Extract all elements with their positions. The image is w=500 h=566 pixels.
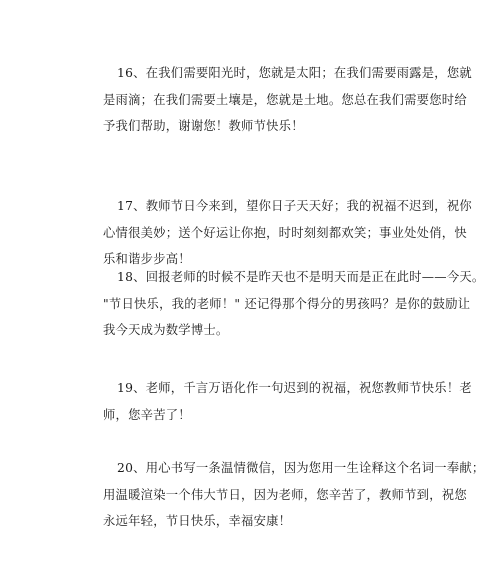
text-line: 16、在我们需要阳光时，您就是太阳；在我们需要雨露是，您就	[117, 66, 472, 80]
text-line: 用温暖渲染一个伟大节日，因为老师，您辛苦了，教师节到，祝您	[103, 487, 467, 502]
text-line: 师，您辛苦了！	[103, 407, 191, 422]
text-line: 我今天成为数学博士。	[103, 323, 229, 337]
entry-19	[103, 375, 472, 428]
text-line: 乐和谐步步高！	[103, 252, 191, 266]
text-line: "节日快乐，我的老师！" 还记得那个得分的男孩吗？是你的鼓励让	[103, 296, 471, 311]
entry-16	[103, 60, 472, 140]
text-line: 20、用心书写一条温情微信，因为您用一生诠释这个名词一奉献；	[117, 461, 485, 475]
text-line: 18、回报老师的时候不是昨天也不是明天而是正在此时——今天。	[117, 270, 485, 284]
text-line: 予我们帮助，谢谢您！教师节快乐！	[103, 119, 304, 133]
text-line: 17、教师节日今来到，望你日子天天好；我的祝福不迟到，祝你	[117, 199, 472, 213]
entry-18	[103, 264, 485, 344]
entry-20	[103, 455, 485, 535]
text-line: 永远年轻，节日快乐，幸福安康！	[103, 514, 292, 528]
entry-17	[103, 193, 472, 273]
text-line: 心情很美妙；送个好运让你抱，时时刻刻都欢笑；事业处处俏，快	[103, 225, 467, 240]
text-line: 是雨滴；在我们需要土壤是，您就是土地。您总在我们需要您时给	[103, 92, 467, 107]
text-line: 19、老师，千言万语化作一句迟到的祝福，祝您教师节快乐！老	[117, 381, 472, 395]
